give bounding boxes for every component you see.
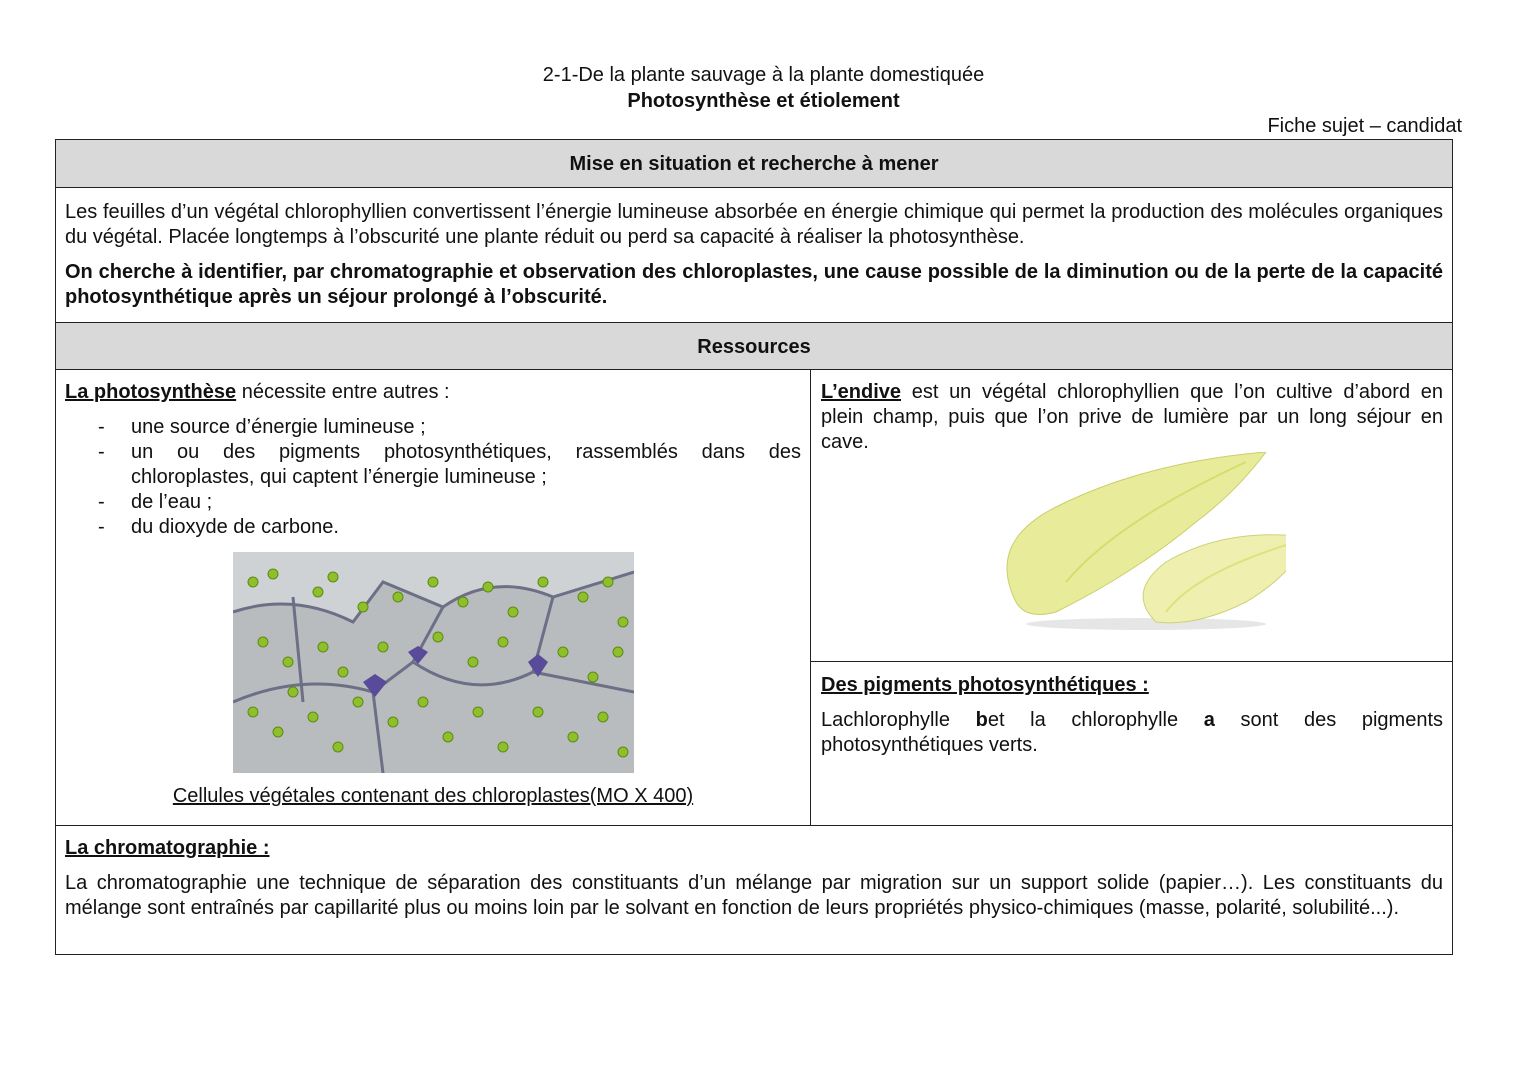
photosynthese-intro: nécessite entre autres :: [236, 381, 450, 403]
list-item: - du dioxyde de carbone.: [65, 515, 801, 540]
pigments-text-part: Lachlorophylle: [821, 709, 976, 731]
pigments-block: [821, 673, 1443, 758]
chlorophyll-a-letter: a: [1203, 709, 1215, 731]
intro-paragraph: Les feuilles d’un végétal chlorophyllien convertissent l’énergie lumineuse absorbée en énergie chimique qui permet la production des molécules organiques du végétal. Placée longtemps à l’obscurité une plante réduit ou perd sa capacité à réaliser la photosynthèse.: [65, 201, 1443, 248]
fiche-label: Fiche sujet – candidat: [1267, 115, 1462, 137]
endive-text: [821, 380, 1443, 455]
list-item: - un ou des pigments photosynthétiques, rassemblés dans des chloroplastes, qui captent l’énergie lumineuse ;: [65, 440, 801, 490]
chromatographie-block: [65, 836, 1443, 921]
microscope-caption: Cellules végétales contenant des chloroplastes(MO X 400): [172, 785, 694, 807]
endive-term: L’endive: [821, 381, 902, 403]
pigments-text: [821, 708, 1443, 758]
chlorophyll-b-letter: b: [975, 709, 988, 731]
list-item: - une source d’énergie lumineuse ;: [65, 415, 801, 440]
bottom-row-divider: [56, 825, 1452, 826]
research-question: On cherche à identifier, par chromatographie et observation des chloroplastes, une cause possible de la diminution ou de la perte de la capacité photosynthétique après un séjour prolongé à l’obscurité.: [65, 261, 1443, 308]
requirements-list: [65, 415, 801, 540]
photosynthese-block: [65, 380, 801, 540]
photosynthese-term: La photosynthèse: [65, 381, 237, 403]
section-title-situation: Mise en situation et recherche à mener: [56, 140, 1452, 188]
list-item: - de l’eau ;: [65, 490, 801, 515]
document-frame: [55, 139, 1453, 955]
chromatographie-text: La chromatographie une technique de séparation des constituants d’un mélange par migration sur un support solide (papier…). Les constituants du mélange sont entraînés par capillarité plus ou moins loin par le solvant en fonction de leurs propriétés physico-chimiques (masse, polarité, solubilité...).: [65, 872, 1443, 919]
endive-image: [996, 452, 1286, 632]
column-divider: [810, 370, 811, 825]
header-line-1: 2-1-De la plante sauvage à la plante domestiquée: [542, 64, 985, 86]
chromatographie-title: La chromatographie :: [65, 837, 270, 859]
section-title-ressources: Ressources: [56, 322, 1452, 370]
pigments-text-part: sont des pigments photosynthétiques verts.: [821, 709, 1444, 756]
microscope-image: [233, 552, 634, 773]
page-title: Photosynthèse et étiolement: [627, 90, 900, 112]
endive-description: est un végétal chlorophyllien que l’on cultive d’abord en plein champ, puis que l’on prive de lumière par un long séjour en cave.: [821, 381, 1443, 453]
intro-text: [65, 200, 1443, 320]
pigments-title: Des pigments photosynthétiques :: [821, 674, 1149, 696]
right-row-divider: [810, 661, 1452, 662]
pigments-text-part: et la chlorophylle: [987, 709, 1204, 731]
